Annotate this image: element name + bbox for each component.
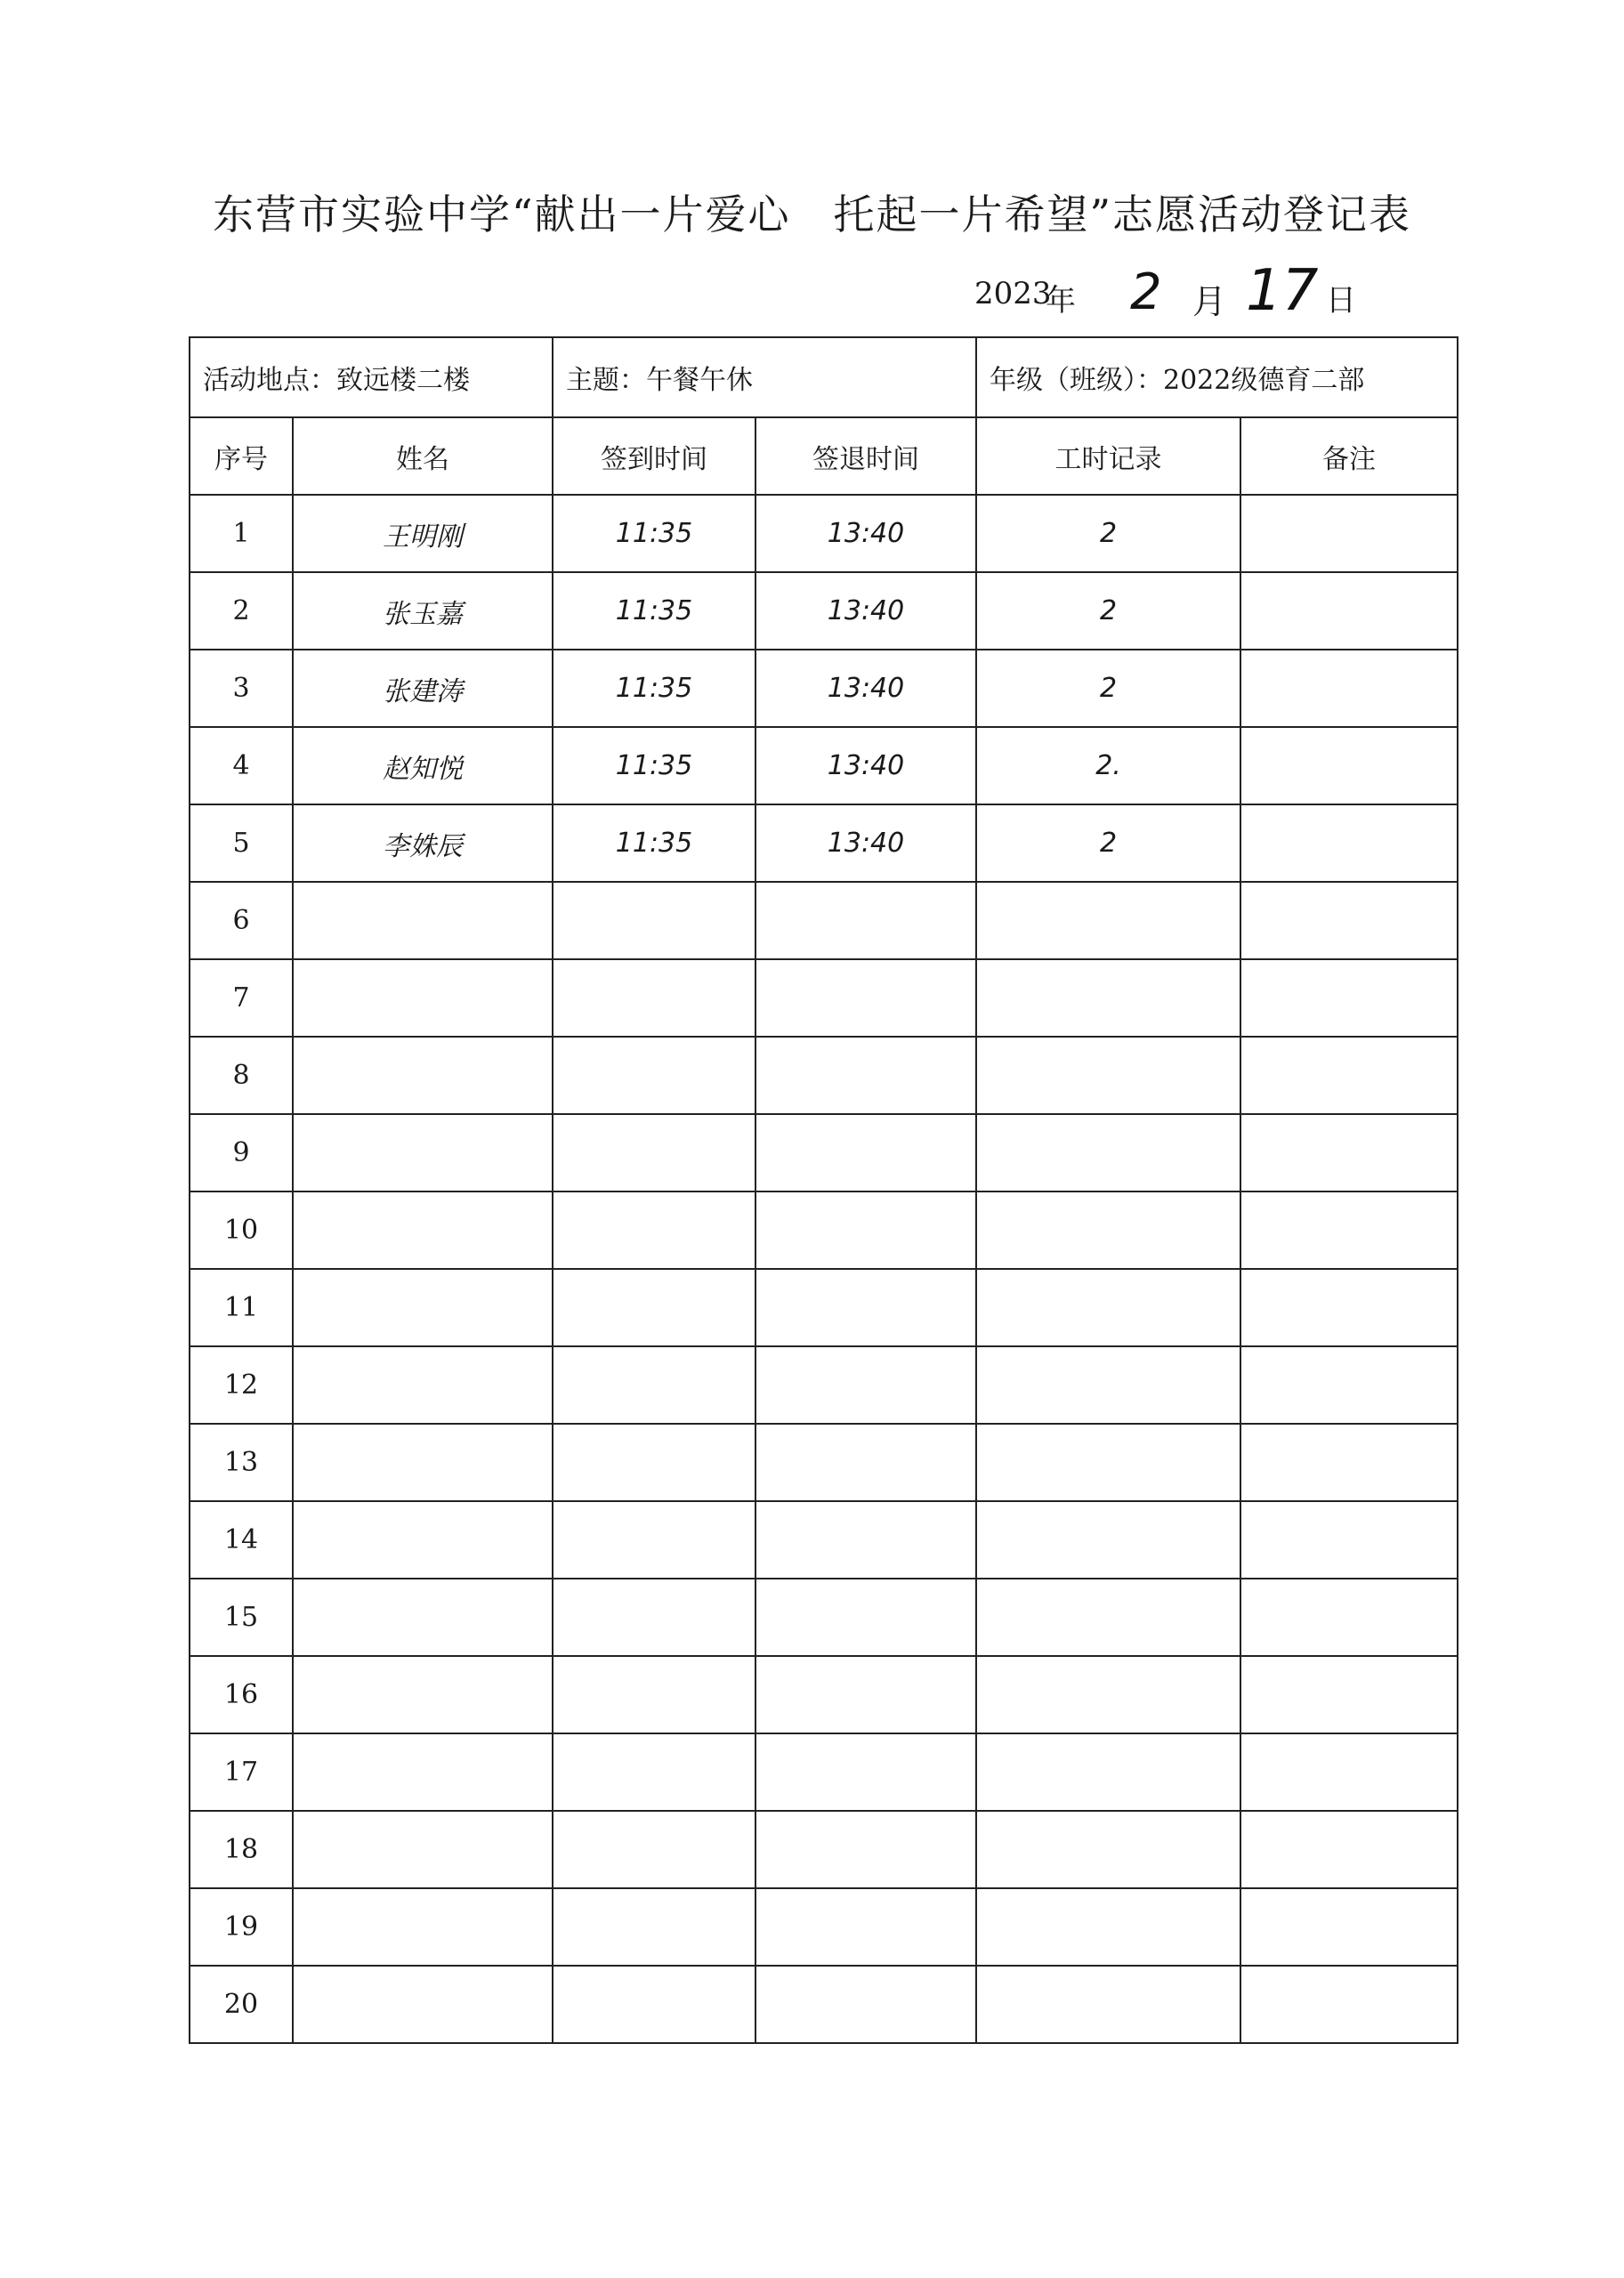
row-hours xyxy=(976,1966,1240,2043)
row-sign-out: 13:40 xyxy=(755,650,976,727)
row-note xyxy=(1240,1269,1458,1346)
row-name: 王明刚 xyxy=(293,495,553,572)
row-hours xyxy=(976,1269,1240,1346)
row-hours xyxy=(976,1888,1240,1966)
row-sign-out xyxy=(755,1269,976,1346)
row-name xyxy=(293,1346,553,1424)
info-row xyxy=(190,337,1458,417)
table-row xyxy=(190,495,1458,572)
row-sign-in xyxy=(553,959,755,1037)
row-note xyxy=(1240,804,1458,882)
row-number: 4 xyxy=(190,727,293,804)
row-hours xyxy=(976,1733,1240,1811)
table-row xyxy=(190,959,1458,1037)
header-hours: 工时记录 xyxy=(976,417,1240,495)
row-name xyxy=(293,1269,553,1346)
row-sign-in xyxy=(553,882,755,959)
row-number: 12 xyxy=(190,1346,293,1424)
row-name: 李姝辰 xyxy=(293,804,553,882)
row-sign-in: 11:35 xyxy=(553,804,755,882)
row-sign-in: 11:35 xyxy=(553,572,755,650)
row-number: 3 xyxy=(190,650,293,727)
row-sign-out xyxy=(755,1424,976,1501)
row-hours: 2 xyxy=(976,804,1240,882)
table-row xyxy=(190,1811,1458,1888)
row-name xyxy=(293,1733,553,1811)
row-hours: 2 xyxy=(976,495,1240,572)
row-number: 2 xyxy=(190,572,293,650)
row-note xyxy=(1240,727,1458,804)
row-note xyxy=(1240,1579,1458,1656)
row-number: 5 xyxy=(190,804,293,882)
row-note xyxy=(1240,1888,1458,1966)
row-sign-in xyxy=(553,1656,755,1733)
row-number: 17 xyxy=(190,1733,293,1811)
activity-location: 活动地点：致远楼二楼 xyxy=(190,337,553,417)
row-hours xyxy=(976,1192,1240,1269)
form-title: 东营市实验中学“献出一片爱心 托起一片希望”志愿活动登记表 xyxy=(212,190,1412,238)
table-row xyxy=(190,1656,1458,1733)
row-sign-out xyxy=(755,1192,976,1269)
row-sign-out xyxy=(755,1966,976,2043)
row-hours: 2. xyxy=(976,727,1240,804)
row-name xyxy=(293,1424,553,1501)
row-sign-out xyxy=(755,959,976,1037)
table-row xyxy=(190,804,1458,882)
row-sign-out xyxy=(755,1888,976,1966)
table-row xyxy=(190,882,1458,959)
date-year-unit: 年 xyxy=(1046,283,1076,319)
date-month: 2 xyxy=(1130,263,1162,321)
row-number: 9 xyxy=(190,1114,293,1192)
row-sign-out: 13:40 xyxy=(755,572,976,650)
table-row xyxy=(190,1424,1458,1501)
row-sign-in: 11:35 xyxy=(553,727,755,804)
registration-table xyxy=(189,336,1458,2044)
table-row xyxy=(190,1888,1458,1966)
row-sign-in: 11:35 xyxy=(553,650,755,727)
row-number: 18 xyxy=(190,1811,293,1888)
row-hours xyxy=(976,1811,1240,1888)
row-note xyxy=(1240,1656,1458,1733)
row-name: 赵知悦 xyxy=(293,727,553,804)
row-hours: 2 xyxy=(976,572,1240,650)
row-note xyxy=(1240,1037,1458,1114)
row-name xyxy=(293,959,553,1037)
table-row xyxy=(190,727,1458,804)
table-row xyxy=(190,1269,1458,1346)
row-hours xyxy=(976,882,1240,959)
row-number: 19 xyxy=(190,1888,293,1966)
row-note xyxy=(1240,1501,1458,1579)
activity-grade: 年级（班级）：2022级德育二部 xyxy=(976,337,1458,417)
row-name xyxy=(293,1656,553,1733)
header-sign-in: 签到时间 xyxy=(553,417,755,495)
row-number: 11 xyxy=(190,1269,293,1346)
row-name: 张建涛 xyxy=(293,650,553,727)
row-sign-in xyxy=(553,1733,755,1811)
row-note xyxy=(1240,572,1458,650)
table-row xyxy=(190,1966,1458,2043)
row-sign-in xyxy=(553,1114,755,1192)
row-sign-out xyxy=(755,1037,976,1114)
row-name xyxy=(293,882,553,959)
row-note xyxy=(1240,495,1458,572)
header-no: 序号 xyxy=(190,417,293,495)
row-hours xyxy=(976,1579,1240,1656)
row-number: 10 xyxy=(190,1192,293,1269)
row-hours xyxy=(976,1114,1240,1192)
row-note xyxy=(1240,1966,1458,2043)
row-sign-out xyxy=(755,1346,976,1424)
row-note xyxy=(1240,1811,1458,1888)
row-name: 张玉嘉 xyxy=(293,572,553,650)
row-sign-out xyxy=(755,1579,976,1656)
row-hours xyxy=(976,1656,1240,1733)
table-row xyxy=(190,1733,1458,1811)
row-number: 16 xyxy=(190,1656,293,1733)
row-sign-in xyxy=(553,1811,755,1888)
row-name xyxy=(293,1811,553,1888)
row-sign-in xyxy=(553,1269,755,1346)
row-note xyxy=(1240,1192,1458,1269)
row-number: 20 xyxy=(190,1966,293,2043)
row-sign-out: 13:40 xyxy=(755,727,976,804)
row-name xyxy=(293,1114,553,1192)
row-sign-out xyxy=(755,882,976,959)
row-number: 13 xyxy=(190,1424,293,1501)
row-hours xyxy=(976,959,1240,1037)
row-sign-in xyxy=(553,1346,755,1424)
row-sign-out xyxy=(755,1656,976,1733)
row-sign-out: 13:40 xyxy=(755,804,976,882)
row-sign-in xyxy=(553,1966,755,2043)
table-row xyxy=(190,572,1458,650)
date-year: 2023 xyxy=(974,276,1052,311)
row-number: 6 xyxy=(190,882,293,959)
row-name xyxy=(293,1037,553,1114)
row-sign-in xyxy=(553,1579,755,1656)
row-sign-in xyxy=(553,1501,755,1579)
row-name xyxy=(293,1888,553,1966)
row-hours: 2 xyxy=(976,650,1240,727)
row-hours xyxy=(976,1037,1240,1114)
header-name: 姓名 xyxy=(293,417,553,495)
row-note xyxy=(1240,1424,1458,1501)
table-row xyxy=(190,1346,1458,1424)
row-note xyxy=(1240,959,1458,1037)
row-sign-out xyxy=(755,1114,976,1192)
row-name xyxy=(293,1192,553,1269)
row-sign-out xyxy=(755,1501,976,1579)
row-note xyxy=(1240,1114,1458,1192)
row-note xyxy=(1240,882,1458,959)
row-name xyxy=(293,1579,553,1656)
activity-theme: 主题：午餐午休 xyxy=(553,337,976,417)
row-hours xyxy=(976,1346,1240,1424)
row-sign-in xyxy=(553,1192,755,1269)
row-note xyxy=(1240,650,1458,727)
row-hours xyxy=(976,1501,1240,1579)
row-number: 7 xyxy=(190,959,293,1037)
table-row xyxy=(190,650,1458,727)
table-row xyxy=(190,1114,1458,1192)
row-name xyxy=(293,1966,553,2043)
row-number: 15 xyxy=(190,1579,293,1656)
header-note: 备注 xyxy=(1240,417,1458,495)
header-row xyxy=(190,417,1458,495)
row-sign-in: 11:35 xyxy=(553,495,755,572)
row-number: 1 xyxy=(190,495,293,572)
row-number: 8 xyxy=(190,1037,293,1114)
row-sign-in xyxy=(553,1424,755,1501)
header-sign-out: 签退时间 xyxy=(755,417,976,495)
table-row xyxy=(190,1501,1458,1579)
row-note xyxy=(1240,1733,1458,1811)
table-row xyxy=(190,1192,1458,1269)
table-row xyxy=(190,1579,1458,1656)
row-sign-in xyxy=(553,1888,755,1966)
row-note xyxy=(1240,1346,1458,1424)
row-sign-out: 13:40 xyxy=(755,495,976,572)
date-day-unit: 日 xyxy=(1326,283,1356,319)
row-sign-out xyxy=(755,1733,976,1811)
row-sign-out xyxy=(755,1811,976,1888)
row-number: 14 xyxy=(190,1501,293,1579)
row-sign-in xyxy=(553,1037,755,1114)
date-day: 17 xyxy=(1246,258,1319,324)
row-hours xyxy=(976,1424,1240,1501)
table-row xyxy=(190,1037,1458,1114)
row-name xyxy=(293,1501,553,1579)
date-month-unit: 月 xyxy=(1192,282,1227,321)
